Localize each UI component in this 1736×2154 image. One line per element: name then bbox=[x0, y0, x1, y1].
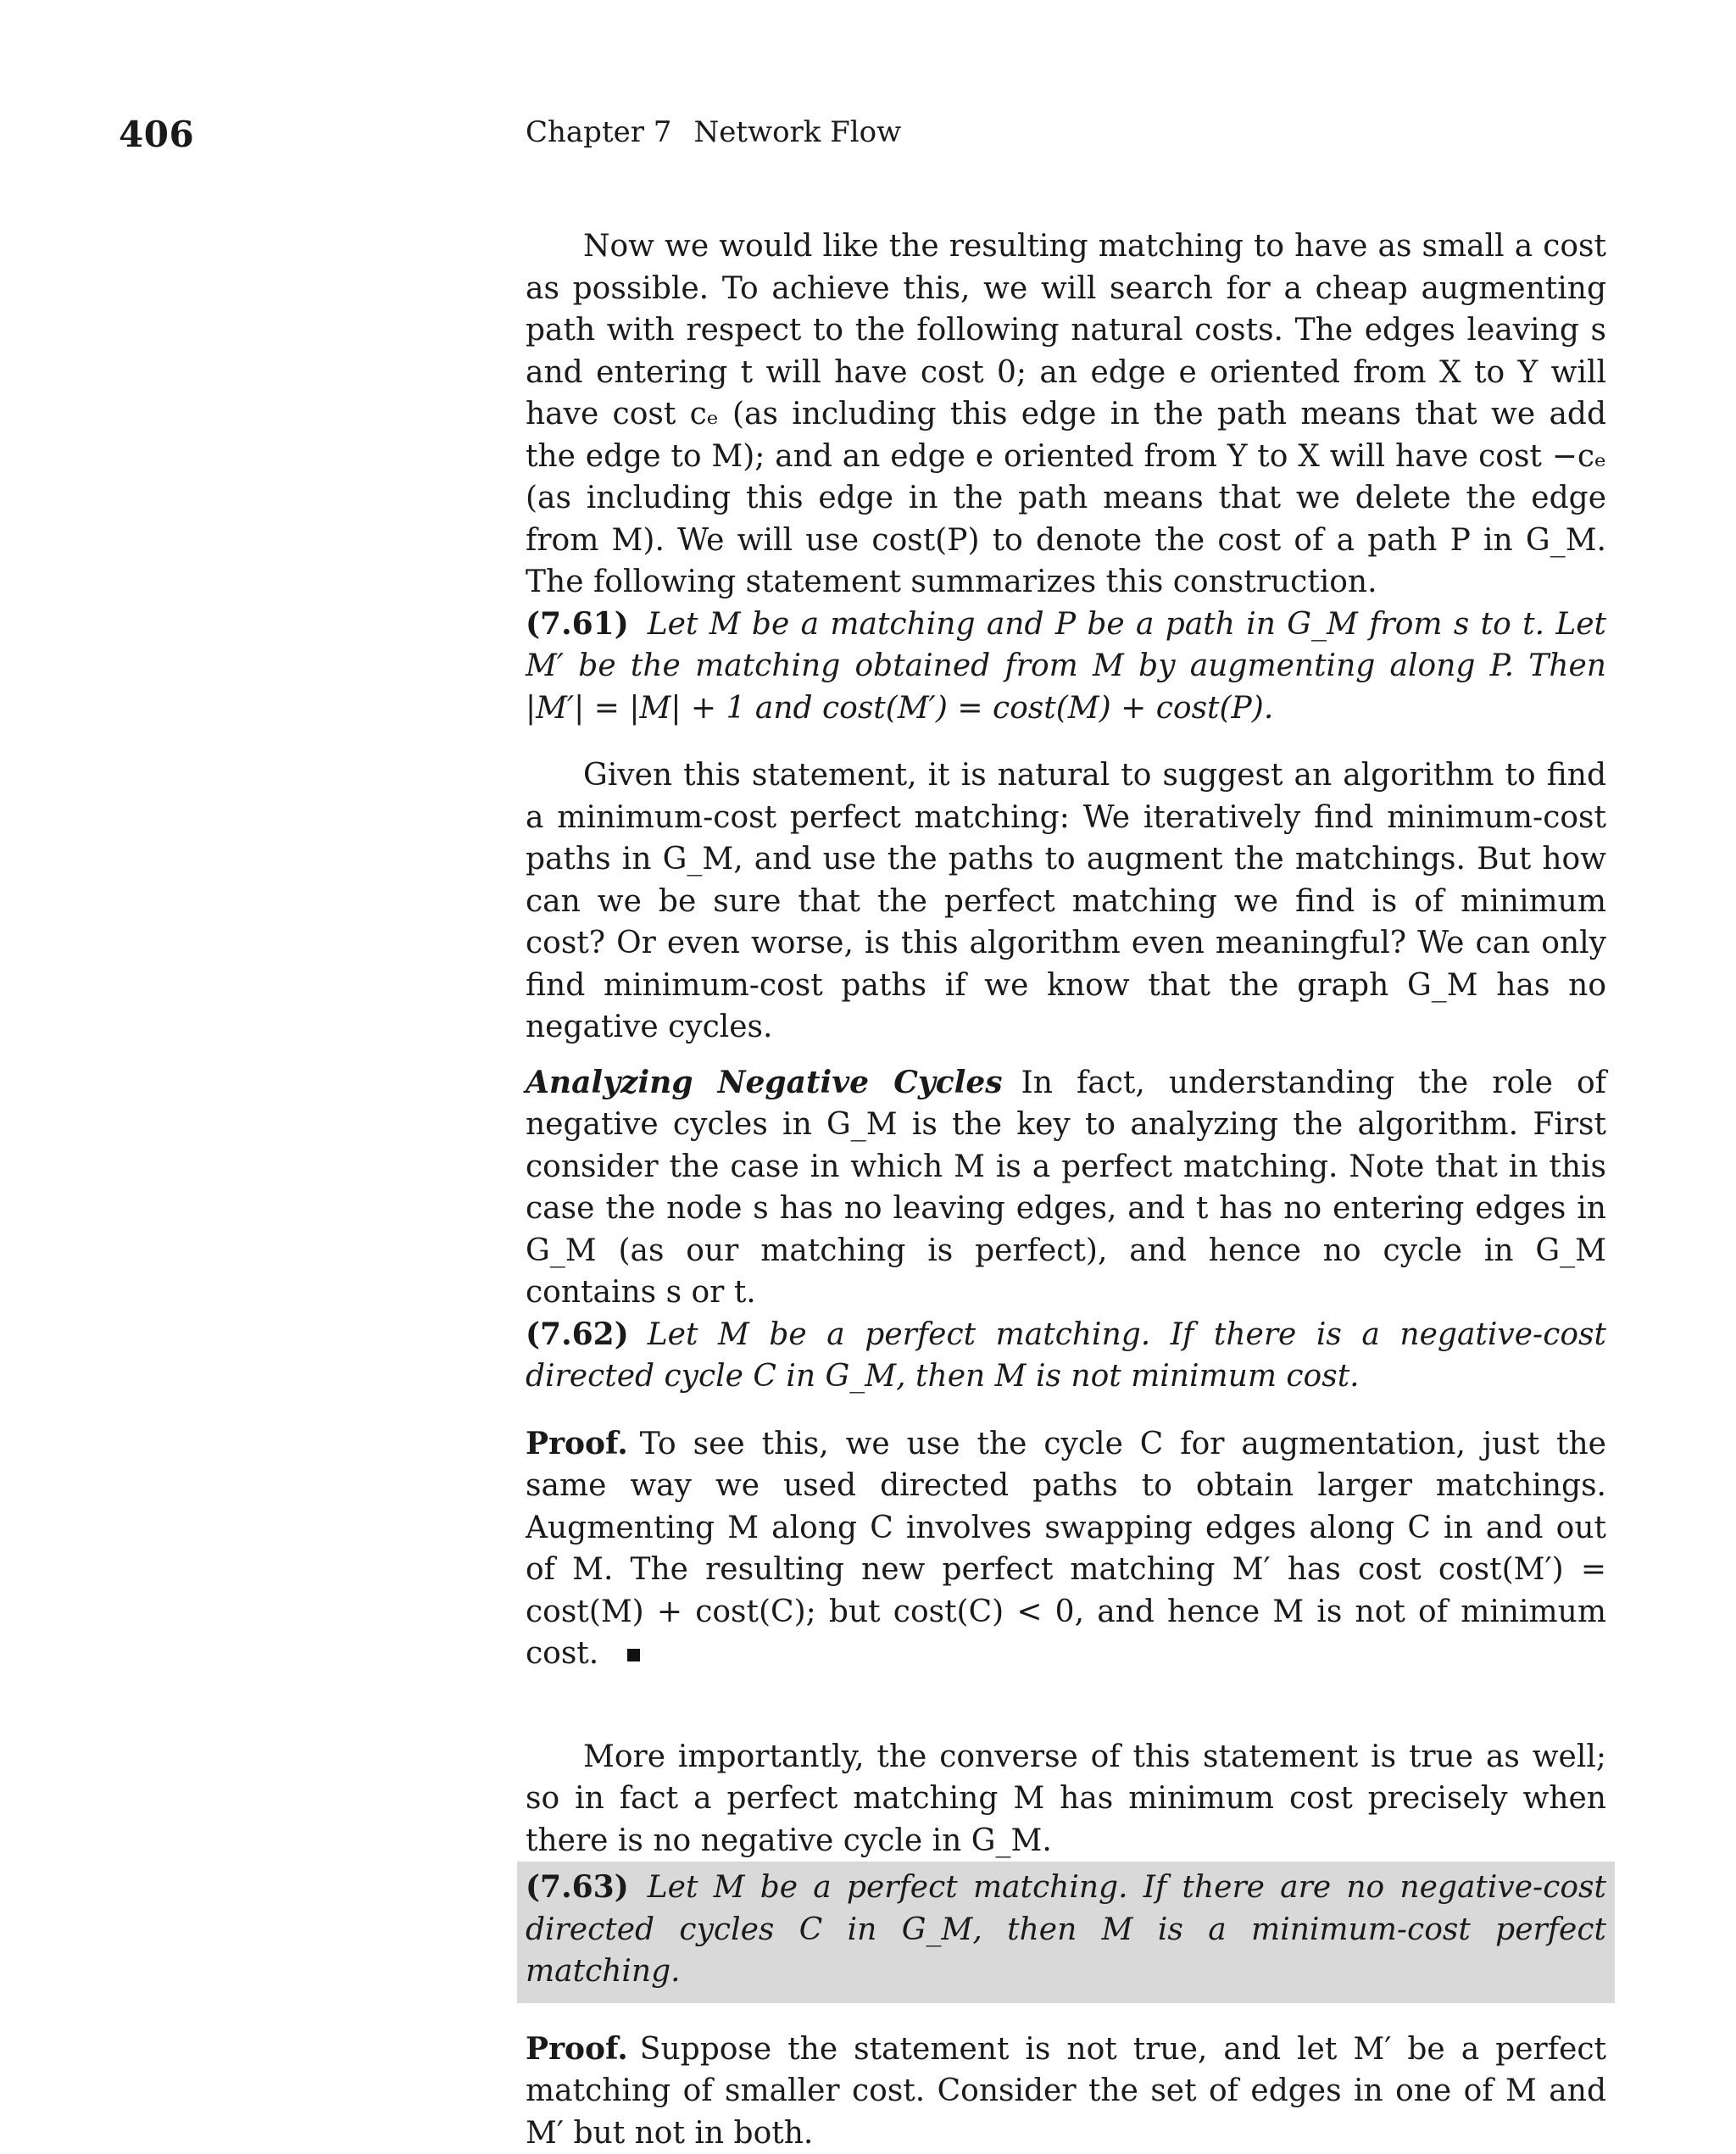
statement-text: Let M be a matching and P be a path in G_M from s to t. Let M′ be the matching obtained from M by augmenting along P. Then |M′| = |M| + 1 and cost(M′) = cost(M) + cost(P). bbox=[526, 607, 1606, 726]
paragraph-algorithm: Given this statement, it is natural to suggest an algorithm to find a minimum-cost perfect matching: We iteratively find minimum-cost paths in G_M, and use the paths to augment the matchings. But how can we be sure that the perfect matching we find is of minimum cost? Or even worse, is this algorithm even meaningful? We can only find minimum-cost paths if we know that the graph G_M has no negative cycles. bbox=[526, 754, 1606, 1049]
paragraph-negative-cycles-text: In fact, understanding the role of negative cycles in G_M is the key to analyzing the algorithm. First consider the case in which M is a perfect matching. Note that in this case the node s has no leaving edges, and t has no entering edges in G_M (as our matching is perfect), and hence no cycle in G_M contains s or t. bbox=[526, 1066, 1606, 1311]
statement-number: (7.61) bbox=[526, 606, 629, 642]
section-heading: Analyzing Negative Cycles bbox=[526, 1065, 1003, 1100]
statement-number: (7.63) bbox=[526, 1869, 629, 1905]
proof-label: Proof. bbox=[526, 1426, 628, 1461]
paragraph-negative-cycles bbox=[526, 1062, 1606, 1314]
page-number: 406 bbox=[119, 114, 194, 155]
paragraph-costs: Now we would like the resulting matching to have as small a cost as possible. To achieve this, we will search for a cheap augmenting path with respect to the following natural costs. The edges leaving s and entering t will have cost 0; an edge e oriented from X to Y will have cost cₑ (as including this edge in the path means that we add the edge to M); and an edge e oriented from Y to X will have cost −cₑ (as including this edge in the path means that we delete the edge from M). We will use cost(P) to denote the cost of a path P in G_M. The following statement summarizes this construction. bbox=[526, 225, 1606, 604]
paragraph-converse: More importantly, the converse of this statement is true as well; so in fact a perfect matching M has minimum cost precisely when there is no negative cycle in G_M. bbox=[526, 1736, 1606, 1862]
statement-7-62 bbox=[526, 1314, 1606, 1398]
statement-number: (7.62) bbox=[526, 1316, 629, 1352]
proof-text: Suppose the statement is not true, and let M′ be a perfect matching of smaller cost. Consider the set of edges in one of M and M′ but not in both. bbox=[526, 2032, 1606, 2151]
statement-7-63 bbox=[517, 1862, 1615, 2003]
statement-7-61 bbox=[526, 604, 1606, 730]
chapter-title: Network Flow bbox=[693, 115, 901, 149]
statement-text: Let M be a perfect matching. If there is a negative-cost directed cycle C in G_M, then M is not minimum cost. bbox=[526, 1317, 1606, 1394]
qed-square-icon bbox=[627, 1649, 640, 1661]
proof-text: To see this, we use the cycle C for augmentation, just the same way we used directed paths to obtain larger matchings. Augmenting M along C involves swapping edges along C in and out of M. The resulting new perfect matching M′ has cost cost(M′) = cost(M) + cost(C); but cost(C) < 0, and hence M is not of minimum cost. bbox=[526, 1427, 1606, 1672]
proof-7-63 bbox=[526, 2029, 1606, 2154]
proof-label: Proof. bbox=[526, 2031, 628, 2067]
statement-text: Let M be a perfect matching. If there are no negative-cost directed cycles C in G_M, then M is a minimum-cost perfect matching. bbox=[526, 1870, 1606, 1989]
main-text bbox=[526, 225, 1606, 2154]
running-head bbox=[526, 115, 901, 149]
chapter-label: Chapter 7 bbox=[526, 115, 671, 149]
proof-7-62 bbox=[526, 1423, 1606, 1675]
